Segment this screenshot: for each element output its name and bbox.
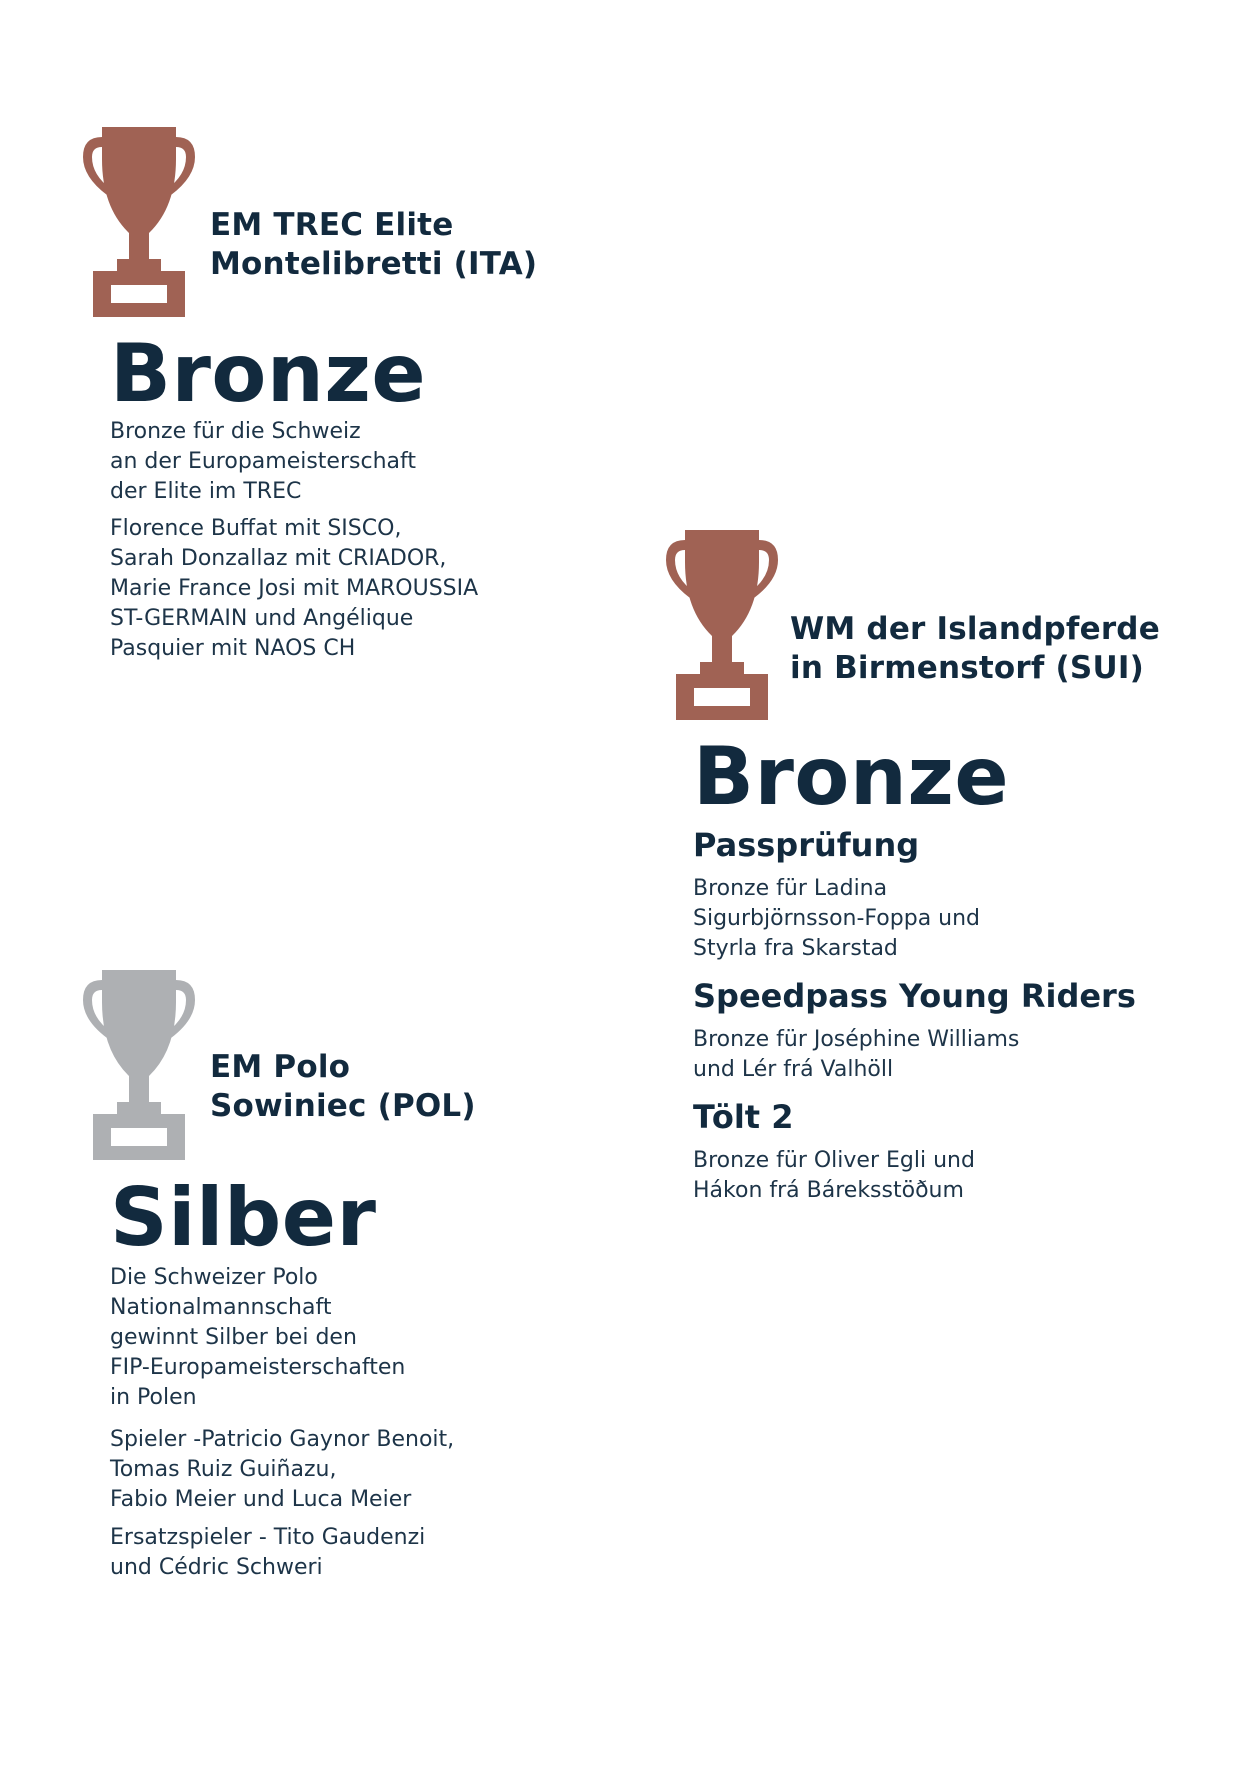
- team-members-trec: Florence Buffat mit SISCO, Sarah Donzallaz mit CRIADOR, Marie France Josi mit MAROUSSIA ST-GERMAIN und Angélique Pasquier mit NAOS CH: [110, 516, 479, 661]
- description-trec: Bronze für die Schweiz an der Europameisterschaft der Elite im TREC: [110, 419, 416, 504]
- description-speedpass: Bronze für Joséphine Williams und Lér frá Valhöll: [693, 1027, 1020, 1082]
- players-polo: Spieler -Patricio Gaynor Benoit, Tomas Ruiz Guiñazu, Fabio Meier und Luca Meier: [110, 1427, 455, 1512]
- bronze-trophy-icon: [666, 530, 778, 720]
- subhead-speedpass: Speedpass Young Riders: [693, 977, 1136, 1015]
- event-title-islandpferde: WM der Islandpferde in Birmenstorf (SUI): [790, 611, 1160, 686]
- bronze-trophy-icon: [83, 127, 195, 317]
- subhead-passpruefung: Passprüfung: [693, 826, 920, 864]
- description-toelt: Bronze für Oliver Egli und Hákon frá Báreksstöðum: [693, 1148, 975, 1203]
- silver-trophy-icon: [83, 970, 195, 1160]
- medal-label-polo: Silber: [110, 1171, 377, 1264]
- description-passpruefung: Bronze für Ladina Sigurbjörnsson-Foppa und Styrla fra Skarstad: [693, 876, 981, 961]
- description-polo: Die Schweizer Polo Nationalmannschaft gewinnt Silber bei den FIP-Europameisterschaften in Polen: [110, 1265, 406, 1410]
- subhead-toelt: Tölt 2: [693, 1098, 794, 1136]
- substitutes-polo: Ersatzspieler - Tito Gaudenzi und Cédric Schweri: [110, 1525, 426, 1580]
- event-title-trec: EM TREC Elite Montelibretti (ITA): [210, 207, 538, 282]
- medal-label-trec: Bronze: [110, 327, 427, 420]
- event-title-polo: EM Polo Sowiniec (POL): [210, 1049, 476, 1124]
- medal-label-islandpferde: Bronze: [693, 730, 1010, 823]
